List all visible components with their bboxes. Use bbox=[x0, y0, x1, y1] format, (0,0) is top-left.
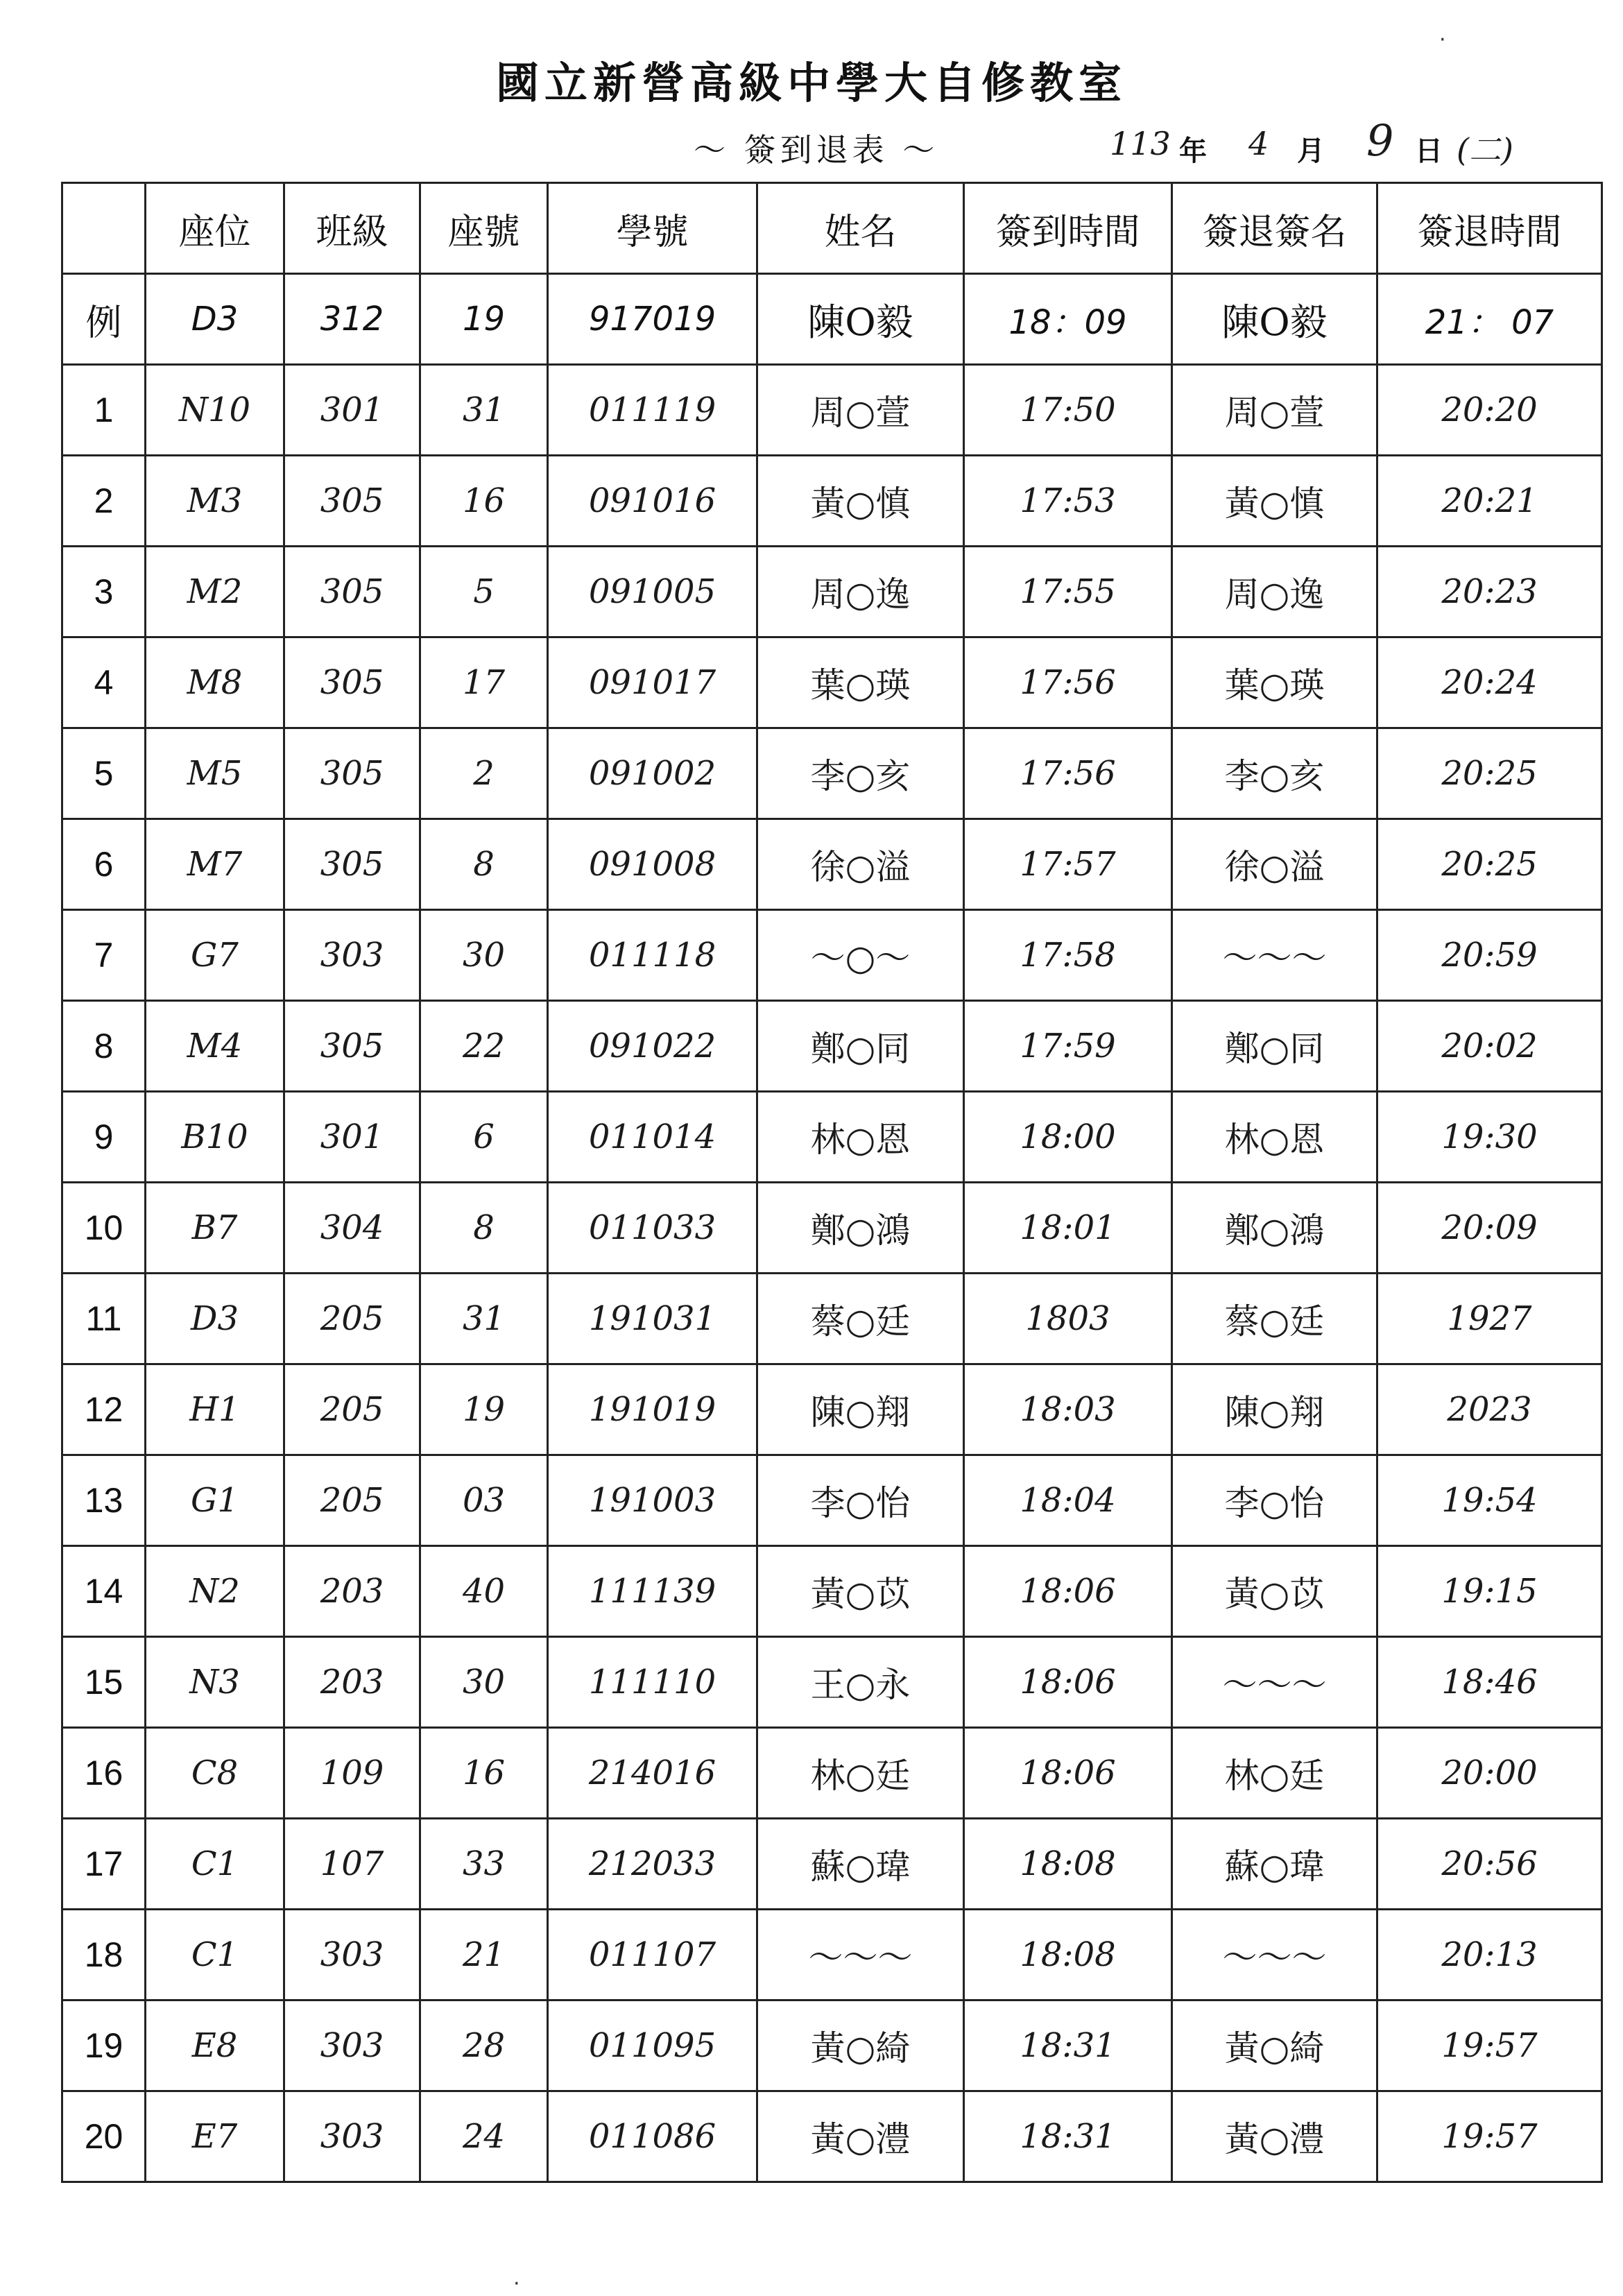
number-cell: 8 bbox=[420, 1183, 548, 1274]
student-id-cell: 011119 bbox=[548, 365, 757, 456]
sign-out-time-cell: 19:57 bbox=[1377, 2091, 1602, 2182]
sign-out-signature-cell: ～～～ bbox=[1172, 1910, 1377, 2001]
example-number: 19 bbox=[420, 274, 548, 365]
student-id-cell: 011118 bbox=[548, 910, 757, 1001]
student-id-cell: 011033 bbox=[548, 1183, 757, 1274]
number-cell: 8 bbox=[420, 819, 548, 910]
name-signature-cell: 黃○綺 bbox=[757, 2001, 964, 2091]
sign-in-table bbox=[61, 182, 1603, 2183]
header-sign-out-time: 簽退時間 bbox=[1377, 183, 1602, 274]
class-cell: 203 bbox=[284, 1546, 420, 1637]
class-cell: 303 bbox=[284, 2091, 420, 2182]
sign-out-time-cell: 20:21 bbox=[1377, 456, 1602, 547]
student-id-cell: 091022 bbox=[548, 1001, 757, 1092]
seat-cell: B7 bbox=[146, 1183, 284, 1274]
row-number: 10 bbox=[62, 1183, 146, 1274]
sign-out-signature-cell: ～～～ bbox=[1172, 1637, 1377, 1728]
sign-in-time-cell: 17:59 bbox=[964, 1001, 1172, 1092]
student-id-cell: 111139 bbox=[548, 1546, 757, 1637]
number-cell: 19 bbox=[420, 1364, 548, 1455]
sign-in-time-cell: 18:00 bbox=[964, 1092, 1172, 1183]
date-day-value: 9 bbox=[1366, 115, 1394, 166]
name-signature-cell: 鄭○同 bbox=[757, 1001, 964, 1092]
sign-out-time-cell: 20:23 bbox=[1377, 547, 1602, 637]
table-row bbox=[62, 456, 1602, 547]
table-row bbox=[62, 910, 1602, 1001]
row-number: 19 bbox=[62, 2001, 146, 2091]
row-number: 17 bbox=[62, 1819, 146, 1910]
student-id-cell: 091002 bbox=[548, 728, 757, 819]
sign-in-time-cell: 18:31 bbox=[964, 2091, 1172, 2182]
class-cell: 205 bbox=[284, 1455, 420, 1546]
seat-cell: C1 bbox=[146, 1910, 284, 2001]
sign-out-signature-cell: 鄭○鴻 bbox=[1172, 1183, 1377, 1274]
example-label: 例 bbox=[62, 274, 146, 365]
sign-in-time-cell: 18:31 bbox=[964, 2001, 1172, 2091]
sign-out-time-cell: 20:59 bbox=[1377, 910, 1602, 1001]
student-id-cell: 011107 bbox=[548, 1910, 757, 2001]
name-signature-cell: 鄭○鴻 bbox=[757, 1183, 964, 1274]
class-cell: 305 bbox=[284, 637, 420, 728]
sign-out-time-cell: 20:02 bbox=[1377, 1001, 1602, 1092]
seat-cell: M8 bbox=[146, 637, 284, 728]
sign-out-signature-cell: 李○怡 bbox=[1172, 1455, 1377, 1546]
name-signature-cell: 林○廷 bbox=[757, 1728, 964, 1819]
table-row bbox=[62, 1637, 1602, 1728]
sign-out-signature-cell: 鄭○同 bbox=[1172, 1001, 1377, 1092]
name-signature-cell: 李○亥 bbox=[757, 728, 964, 819]
seat-cell: H1 bbox=[146, 1364, 284, 1455]
row-number: 20 bbox=[62, 2091, 146, 2182]
class-cell: 305 bbox=[284, 1001, 420, 1092]
sign-out-time-cell: 20:13 bbox=[1377, 1910, 1602, 2001]
name-signature-cell: 王○永 bbox=[757, 1637, 964, 1728]
student-id-cell: 011014 bbox=[548, 1092, 757, 1183]
sign-out-time-cell: 18:46 bbox=[1377, 1637, 1602, 1728]
seat-cell: B10 bbox=[146, 1092, 284, 1183]
table-row bbox=[62, 1910, 1602, 2001]
class-cell: 303 bbox=[284, 910, 420, 1001]
number-cell: 31 bbox=[420, 1274, 548, 1364]
date-year-value: 113 bbox=[1110, 125, 1171, 162]
student-id-cell: 011086 bbox=[548, 2091, 757, 2182]
seat-cell: N2 bbox=[146, 1546, 284, 1637]
row-number: 3 bbox=[62, 547, 146, 637]
seat-cell: C1 bbox=[146, 1819, 284, 1910]
class-cell: 303 bbox=[284, 1910, 420, 2001]
class-cell: 305 bbox=[284, 728, 420, 819]
student-id-cell: 111110 bbox=[548, 1637, 757, 1728]
table-row bbox=[62, 637, 1602, 728]
stray-mark: · bbox=[1439, 28, 1446, 52]
number-cell: 16 bbox=[420, 456, 548, 547]
example-seat: D3 bbox=[146, 274, 284, 365]
table-row bbox=[62, 1092, 1602, 1183]
seat-cell: G1 bbox=[146, 1455, 284, 1546]
sign-out-signature-cell: 蔡○廷 bbox=[1172, 1274, 1377, 1364]
sign-out-time-cell: 2023 bbox=[1377, 1364, 1602, 1455]
header-sign-out-signature: 簽退簽名 bbox=[1172, 183, 1377, 274]
example-student-id: 917019 bbox=[548, 274, 757, 365]
sign-in-time-cell: 18:08 bbox=[964, 1819, 1172, 1910]
table-row bbox=[62, 1364, 1602, 1455]
seat-cell: N10 bbox=[146, 365, 284, 456]
sign-out-signature-cell: 陳○翔 bbox=[1172, 1364, 1377, 1455]
row-number: 18 bbox=[62, 1910, 146, 2001]
header-seat: 座位 bbox=[146, 183, 284, 274]
class-cell: 301 bbox=[284, 1092, 420, 1183]
name-signature-cell: 黃○慎 bbox=[757, 456, 964, 547]
name-signature-cell: 林○恩 bbox=[757, 1092, 964, 1183]
number-cell: 33 bbox=[420, 1819, 548, 1910]
row-number: 7 bbox=[62, 910, 146, 1001]
student-id-cell: 191019 bbox=[548, 1364, 757, 1455]
example-sign-out-name: 陳Ο毅 bbox=[1172, 274, 1377, 365]
row-number: 5 bbox=[62, 728, 146, 819]
form-title: 國立新營高級中學大自修教室 bbox=[495, 58, 1127, 108]
number-cell: 28 bbox=[420, 2001, 548, 2091]
name-signature-cell: 黃○澧 bbox=[757, 2091, 964, 2182]
number-cell: 5 bbox=[420, 547, 548, 637]
seat-cell: E7 bbox=[146, 2091, 284, 2182]
name-signature-cell: 蔡○廷 bbox=[757, 1274, 964, 1364]
example-class: 312 bbox=[284, 274, 420, 365]
row-number: 9 bbox=[62, 1092, 146, 1183]
sign-out-time-cell: 20:56 bbox=[1377, 1819, 1602, 1910]
table-row bbox=[62, 547, 1602, 637]
seat-cell: N3 bbox=[146, 1637, 284, 1728]
sign-out-time-cell: 20:25 bbox=[1377, 819, 1602, 910]
example-name: 陳Ο毅 bbox=[757, 274, 964, 365]
student-id-cell: 212033 bbox=[548, 1819, 757, 1910]
student-id-cell: 091016 bbox=[548, 456, 757, 547]
table-row bbox=[62, 1183, 1602, 1274]
row-number: 8 bbox=[62, 1001, 146, 1092]
sign-in-time-cell: 18:03 bbox=[964, 1364, 1172, 1455]
number-cell: 30 bbox=[420, 1637, 548, 1728]
student-id-cell: 214016 bbox=[548, 1728, 757, 1819]
header-number: 座號 bbox=[420, 183, 548, 274]
number-cell: 30 bbox=[420, 910, 548, 1001]
student-id-cell: 091017 bbox=[548, 637, 757, 728]
class-cell: 109 bbox=[284, 1728, 420, 1819]
row-number: 11 bbox=[62, 1274, 146, 1364]
sign-in-time-cell: 18:08 bbox=[964, 1910, 1172, 2001]
seat-cell: M5 bbox=[146, 728, 284, 819]
number-cell: 31 bbox=[420, 365, 548, 456]
seat-cell: D3 bbox=[146, 1274, 284, 1364]
example-sign-out: 21： 07 bbox=[1377, 274, 1602, 365]
name-signature-cell: 周○逸 bbox=[757, 547, 964, 637]
sign-out-time-cell: 20:20 bbox=[1377, 365, 1602, 456]
seat-cell: M3 bbox=[146, 456, 284, 547]
sign-out-time-cell: 20:00 bbox=[1377, 1728, 1602, 1819]
sign-out-signature-cell: 黃○澧 bbox=[1172, 2091, 1377, 2182]
sign-in-time-cell: 1803 bbox=[964, 1274, 1172, 1364]
number-cell: 21 bbox=[420, 1910, 548, 2001]
sign-out-signature-cell: 蘇○瑋 bbox=[1172, 1819, 1377, 1910]
sign-in-time-cell: 17:50 bbox=[964, 365, 1172, 456]
header-row-number bbox=[62, 183, 146, 274]
sign-out-time-cell: 19:57 bbox=[1377, 2001, 1602, 2091]
sign-out-signature-cell: 徐○溢 bbox=[1172, 819, 1377, 910]
seat-cell: G7 bbox=[146, 910, 284, 1001]
row-number: 2 bbox=[62, 456, 146, 547]
name-signature-cell: ～○～ bbox=[757, 910, 964, 1001]
header-name: 姓名 bbox=[757, 183, 964, 274]
header-student-id: 學號 bbox=[548, 183, 757, 274]
seat-cell: M4 bbox=[146, 1001, 284, 1092]
sign-out-time-cell: 20:09 bbox=[1377, 1183, 1602, 1274]
class-cell: 203 bbox=[284, 1637, 420, 1728]
student-id-cell: 011095 bbox=[548, 2001, 757, 2091]
sign-in-time-cell: 17:56 bbox=[964, 637, 1172, 728]
sign-in-time-cell: 18:01 bbox=[964, 1183, 1172, 1274]
stray-mark: · bbox=[513, 2272, 520, 2296]
class-cell: 205 bbox=[284, 1274, 420, 1364]
student-id-cell: 091008 bbox=[548, 819, 757, 910]
table-row bbox=[62, 1455, 1602, 1546]
sign-in-time-cell: 18:06 bbox=[964, 1728, 1172, 1819]
sign-out-time-cell: 1927 bbox=[1377, 1274, 1602, 1364]
row-number: 1 bbox=[62, 365, 146, 456]
sign-in-time-cell: 18:06 bbox=[964, 1546, 1172, 1637]
date-weekday: (二) bbox=[1457, 131, 1513, 169]
row-number: 13 bbox=[62, 1455, 146, 1546]
row-number: 16 bbox=[62, 1728, 146, 1819]
sign-out-time-cell: 19:15 bbox=[1377, 1546, 1602, 1637]
sign-out-signature-cell: 黃○綺 bbox=[1172, 2001, 1377, 2091]
seat-cell: M7 bbox=[146, 819, 284, 910]
number-cell: 03 bbox=[420, 1455, 548, 1546]
sign-out-time-cell: 19:30 bbox=[1377, 1092, 1602, 1183]
date-month-value: 4 bbox=[1248, 125, 1269, 162]
number-cell: 22 bbox=[420, 1001, 548, 1092]
student-id-cell: 191003 bbox=[548, 1455, 757, 1546]
class-cell: 304 bbox=[284, 1183, 420, 1274]
sign-out-signature-cell: 林○廷 bbox=[1172, 1728, 1377, 1819]
number-cell: 16 bbox=[420, 1728, 548, 1819]
class-cell: 301 bbox=[284, 365, 420, 456]
name-signature-cell: 李○怡 bbox=[757, 1455, 964, 1546]
class-cell: 305 bbox=[284, 456, 420, 547]
sign-out-signature-cell: 周○逸 bbox=[1172, 547, 1377, 637]
class-cell: 303 bbox=[284, 2001, 420, 2091]
number-cell: 2 bbox=[420, 728, 548, 819]
table-row bbox=[62, 1274, 1602, 1364]
sign-out-signature-cell: 葉○瑛 bbox=[1172, 637, 1377, 728]
sign-in-time-cell: 18:06 bbox=[964, 1637, 1172, 1728]
class-cell: 305 bbox=[284, 819, 420, 910]
table-row bbox=[62, 1001, 1602, 1092]
name-signature-cell: ～～～ bbox=[757, 1910, 964, 2001]
name-signature-cell: 葉○瑛 bbox=[757, 637, 964, 728]
header-sign-in-time: 簽到時間 bbox=[964, 183, 1172, 274]
sign-in-time-cell: 18:04 bbox=[964, 1455, 1172, 1546]
seat-cell: C8 bbox=[146, 1728, 284, 1819]
sign-out-signature-cell: 黃○慎 bbox=[1172, 456, 1377, 547]
student-id-cell: 091005 bbox=[548, 547, 757, 637]
example-sign-in: 18：09 bbox=[964, 274, 1172, 365]
number-cell: 24 bbox=[420, 2091, 548, 2182]
sign-out-signature-cell: 李○亥 bbox=[1172, 728, 1377, 819]
seat-cell: E8 bbox=[146, 2001, 284, 2091]
name-signature-cell: 黃○苡 bbox=[757, 1546, 964, 1637]
header-class: 班級 bbox=[284, 183, 420, 274]
date-line bbox=[1110, 115, 1595, 169]
example-row bbox=[62, 274, 1602, 365]
seat-cell: M2 bbox=[146, 547, 284, 637]
table-row bbox=[62, 819, 1602, 910]
sign-out-signature-cell: 黃○苡 bbox=[1172, 1546, 1377, 1637]
date-year-label: 年 bbox=[1179, 135, 1207, 167]
number-cell: 6 bbox=[420, 1092, 548, 1183]
class-cell: 205 bbox=[284, 1364, 420, 1455]
row-number: 4 bbox=[62, 637, 146, 728]
sign-out-time-cell: 19:54 bbox=[1377, 1455, 1602, 1546]
sign-out-signature-cell: 林○恩 bbox=[1172, 1092, 1377, 1183]
date-day-label: 日 bbox=[1415, 135, 1443, 167]
name-signature-cell: 徐○溢 bbox=[757, 819, 964, 910]
name-signature-cell: 蘇○瑋 bbox=[757, 1819, 964, 1910]
row-number: 12 bbox=[62, 1364, 146, 1455]
sign-out-time-cell: 20:25 bbox=[1377, 728, 1602, 819]
table-row bbox=[62, 1546, 1602, 1637]
name-signature-cell: 周○萱 bbox=[757, 365, 964, 456]
header-row bbox=[62, 183, 1602, 274]
date-month-label: 月 bbox=[1297, 135, 1325, 167]
class-cell: 107 bbox=[284, 1819, 420, 1910]
class-cell: 305 bbox=[284, 547, 420, 637]
sign-in-time-cell: 17:57 bbox=[964, 819, 1172, 910]
sign-in-time-cell: 17:58 bbox=[964, 910, 1172, 1001]
sign-in-time-cell: 17:55 bbox=[964, 547, 1172, 637]
number-cell: 40 bbox=[420, 1546, 548, 1637]
name-signature-cell: 陳○翔 bbox=[757, 1364, 964, 1455]
sign-out-time-cell: 20:24 bbox=[1377, 637, 1602, 728]
sign-out-signature-cell: 周○萱 bbox=[1172, 365, 1377, 456]
number-cell: 17 bbox=[420, 637, 548, 728]
table-row bbox=[62, 1728, 1602, 1819]
student-id-cell: 191031 bbox=[548, 1274, 757, 1364]
form-subtitle: ～ 簽到退表 ～ bbox=[694, 131, 939, 169]
sign-in-time-cell: 17:53 bbox=[964, 456, 1172, 547]
sign-in-time-cell: 17:56 bbox=[964, 728, 1172, 819]
row-number: 15 bbox=[62, 1637, 146, 1728]
sign-out-signature-cell: ～～～ bbox=[1172, 910, 1377, 1001]
table-row bbox=[62, 2001, 1602, 2091]
table-row bbox=[62, 1819, 1602, 1910]
table-row bbox=[62, 365, 1602, 456]
table-row bbox=[62, 2091, 1602, 2182]
row-number: 6 bbox=[62, 819, 146, 910]
table-row bbox=[62, 728, 1602, 819]
row-number: 14 bbox=[62, 1546, 146, 1637]
